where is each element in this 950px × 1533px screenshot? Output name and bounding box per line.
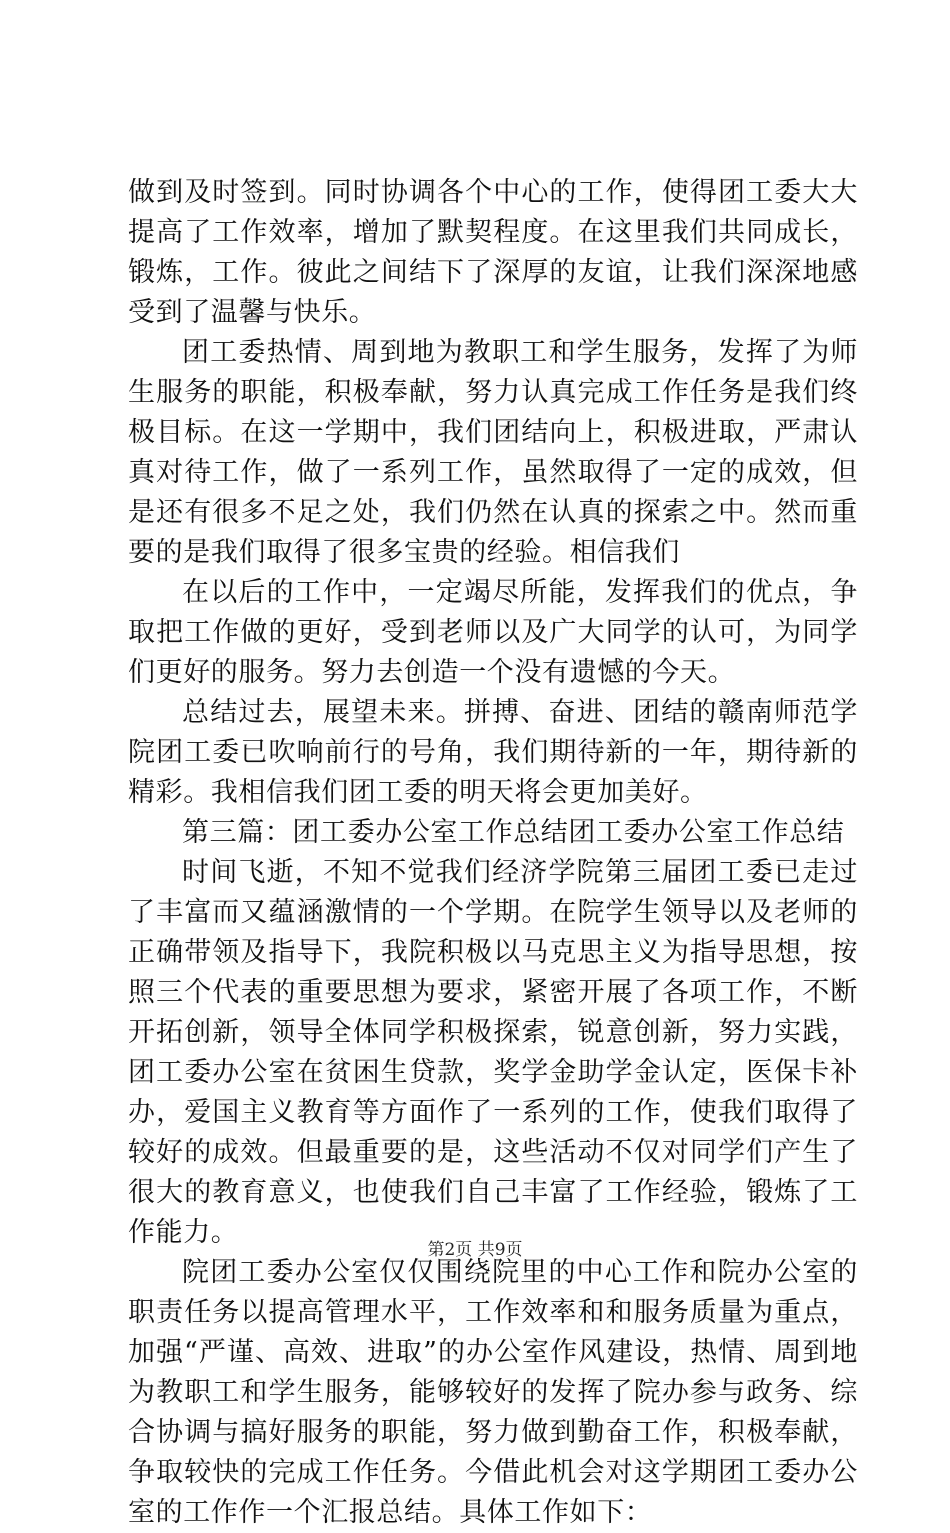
paragraph: 院团工委办公室仅仅围绕院里的中心工作和院办公室的职责任务以提高管理水平，工作效率和和服务质量为重点，加强“严谨、高效、进取”的办公室作风建设，热情、周到地为教职工和学生服务，能够较好的发挥了院办参与政务、综合协调与搞好服务的职能，努力做到勤奋工作，积极奉献，争取较快的完成工作任务。今借此机会对这学期团工委办公室的工作作一个汇报总结。具体工作如下： xyxy=(128,1257,858,1528)
section-heading: 第三篇：团工委办公室工作总结团工委办公室工作总结 xyxy=(182,817,845,848)
paragraph: 团工委热情、周到地为教职工和学生服务，发挥了为师生服务的职能，积极奉献，努力认真完成工作任务是我们终极目标。在这一学期中，我们团结向上，积极进取，严肃认真对待工作，做了一系列工作，虽然取得了一定的成效，但是还有很多不足之处，我们仍然在认真的探索之中。然而重要的是我们取得了很多宝贵的经验。相信我们 xyxy=(128,337,858,568)
document-body xyxy=(128,173,858,1533)
paragraph: 时间飞逝，不知不觉我们经济学院第三届团工委已走过了丰富而又蕴涵激情的一个学期。在院学生领导以及老师的正确带领及指导下，我院积极以马克思主义为指导思想，按照三个代表的重要思想为要求，紧密开展了各项工作，不断开拓创新，领导全体同学积极探索，锐意创新，努力实践，团工委办公室在贫困生贷款，奖学金助学金认定，医保卡补办，爱国主义教育等方面作了一系列的工作，使我们取得了较好的成效。但最重要的是，这些活动不仅对同学们产生了很大的教育意义，也使我们自己丰富了工作经验，锻炼了工作能力。 xyxy=(128,857,858,1248)
page-number-footer: 第2页 共9页 xyxy=(427,1240,523,1260)
paragraph: 总结过去，展望未来。拼搏、奋进、团结的赣南师范学院团工委已吹响前行的号角，我们期待新的一年，期待新的精彩。我相信我们团工委的明天将会更加美好。 xyxy=(128,697,858,808)
paragraph: 做到及时签到。同时协调各个中心的工作，使得团工委大大提高了工作效率，增加了默契程度。在这里我们共同成长，锻炼，工作。彼此之间结下了深厚的友谊，让我们深深地感受到了温馨与快乐。 xyxy=(128,177,858,328)
paragraph: 在以后的工作中，一定竭尽所能，发挥我们的优点，争取把工作做的更好，受到老师以及广大同学的认可，为同学们更好的服务。努力去创造一个没有遗憾的今天。 xyxy=(128,577,858,688)
